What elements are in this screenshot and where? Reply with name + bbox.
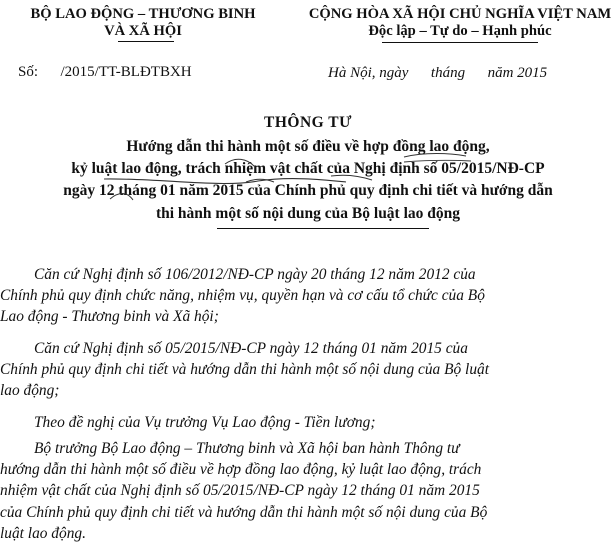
paragraph-line: của Chính phủ quy định chi tiết và hướng dẫn thi hành một số nội dung của Bộ (0, 503, 488, 521)
motto-underline (382, 42, 538, 43)
document-title-line: kỷ luật lao động, trách nhiệm vật chất của Nghị định số 05/2015/NĐ-CP (71, 160, 545, 177)
document-type: THÔNG TƯ (264, 114, 352, 131)
preamble-paragraph (0, 412, 612, 433)
ministry-underline (118, 41, 174, 42)
document-title-line: thi hành một số nội dung của Bộ luật lao động (155, 205, 461, 222)
paragraph-line: Chính phủ quy định chi tiết và hướng dẫn thi hành một số nội dung của Bộ luật (0, 361, 489, 379)
paragraph-line: nhiệm vật chất của Nghị định số 05/2015/NĐ-CP ngày 12 tháng 01 năm 2015 (0, 482, 480, 500)
document-number: Số: /2015/TT-BLĐTBXH (18, 64, 192, 80)
ministry-name-line1: BỘ LAO ĐỘNG – THƯƠNG BINH (30, 6, 256, 22)
place-and-date: Hà Nội, ngày tháng năm 2015 (328, 65, 548, 81)
preamble-paragraph (0, 264, 612, 328)
paragraph-line: Căn cứ Nghị định số 05/2015/NĐ-CP ngày 12 tháng 01 năm 2015 của (34, 340, 468, 357)
paragraph-line: Căn cứ Nghị định số 106/2012/NĐ-CP ngày 20 tháng 12 năm 2012 của (34, 266, 476, 283)
country-name: CỘNG HÒA XÃ HỘI CHỦ NGHĨA VIỆT NAM (308, 6, 612, 22)
document-title-line: Hướng dẫn thi hành một số điều về hợp đồng lao động, (126, 138, 490, 155)
paragraph-line: Theo đề nghị của Vụ trưởng Vụ Lao động - Tiền lương; (34, 414, 376, 431)
ministry-name-line2: VÀ XÃ HỘI (104, 23, 182, 39)
preamble-paragraph (0, 438, 612, 544)
paragraph-line: Chính phủ quy định chức năng, nhiệm vụ, quyền hạn và cơ cấu tổ chức của Bộ (0, 287, 485, 305)
paragraph-line: Lao động - Thương binh và Xã hội; (0, 308, 219, 326)
preamble-paragraph (0, 338, 612, 402)
paragraph-line: luật lao động. (0, 524, 86, 542)
paragraph-line: hướng dẫn thi hành một số điều về hợp đồng lao động, kỷ luật lao động, trách (0, 461, 482, 479)
paragraph-line: lao động; (0, 382, 60, 400)
paragraph-line: Bộ trưởng Bộ Lao động – Thương binh và Xã hội ban hành Thông tư (34, 440, 460, 457)
document-title-line: ngày 12 tháng 01 năm 2015 của Chính phủ quy định chi tiết và hướng dẫn (63, 182, 553, 199)
title-underline (217, 228, 429, 229)
national-motto: Độc lập – Tự do – Hạnh phúc (368, 23, 552, 39)
